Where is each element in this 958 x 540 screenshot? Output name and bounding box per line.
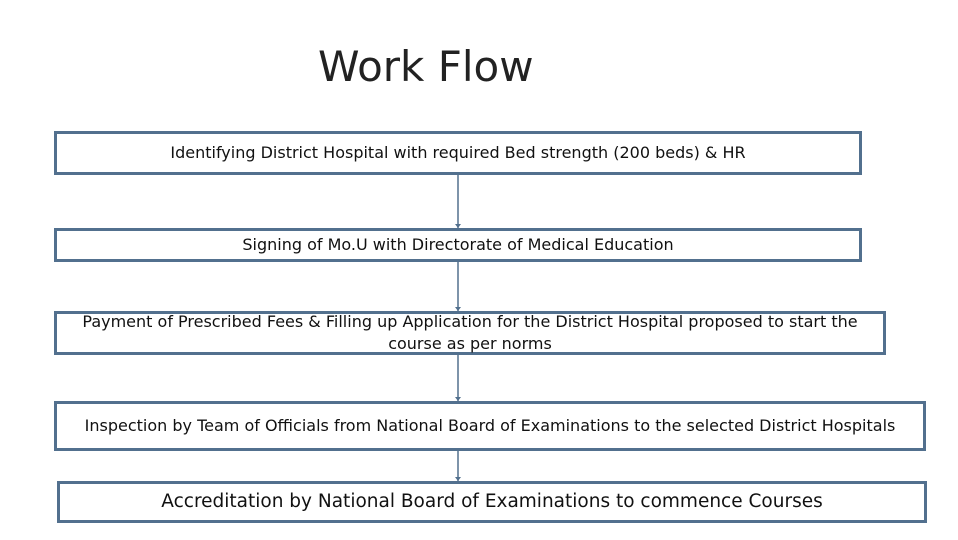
step-label: Inspection by Team of Officials from National Board of Examinations to the selected District Hospitals: [84, 416, 896, 435]
step-inspection: [54, 401, 926, 451]
step-label: Signing of Mo.U with Directorate of Medical Education: [242, 235, 674, 254]
step-payment-application: [54, 311, 886, 355]
step-label: Payment of Prescribed Fees & Filling up Application for the District Hospital proposed to start the course as per norms: [82, 312, 858, 353]
step-accreditation: [57, 481, 927, 523]
step-sign-mou: [54, 228, 862, 262]
step-label: Accreditation by National Board of Examinations to commence Courses: [161, 491, 823, 512]
page-title: Work Flow: [318, 42, 534, 91]
step-identify-hospital: [54, 131, 862, 175]
step-label: Identifying District Hospital with required Bed strength (200 beds) & HR: [170, 143, 746, 162]
